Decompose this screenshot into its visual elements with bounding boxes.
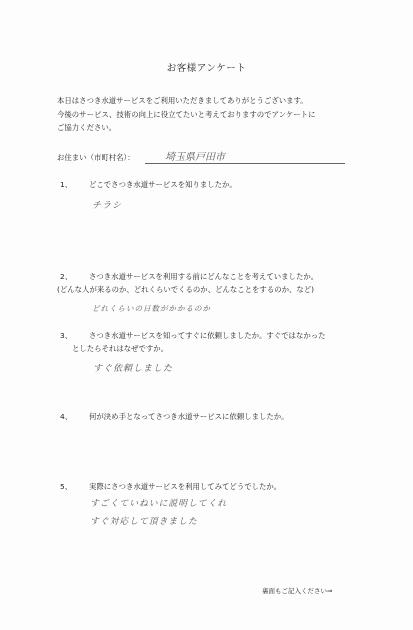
address-row [57,150,357,166]
question-3 [60,330,370,355]
survey-title: お客様アンケート [166,63,247,74]
answer-2-handwritten: どれくらいの日数がかかるのか [92,304,211,313]
question-subtext: (どんな人が来るのか、どれくらいでくるのか、どんなことをするのか、など) [57,284,315,294]
question-continuation: としたらそれはなぜですか。 [72,343,169,353]
intro-line: 本日はさつき水道サービスをご利用いただきましてありがとうございます。 [57,96,308,105]
question-number: 4、 [60,412,73,421]
address-label: お住まい（市町村名）： [57,153,135,162]
answer-5-handwritten-line-2: すぐ対応して頂きました [90,517,198,527]
footer-note: 裏面もご記入ください⇒ [262,587,333,595]
question-number: 5、 [60,482,73,491]
question-number: 3、 [60,331,73,340]
question-2 [57,271,370,296]
answer-3-handwritten: すぐ依頼しました [93,364,174,374]
question-number: 2、 [60,272,73,281]
question-text: どこでさつき水道サービスを知りましたか。 [89,180,237,189]
address-underline [145,163,345,164]
intro-line: 今後のサービス、技術の向上に役立てたいと考えておりますのでアンケートに [57,109,316,119]
intro-line: ご協力ください。 [57,123,117,132]
question-1 [60,179,370,192]
question-5 [60,481,370,494]
question-text: 実際にさつき水道サービスを利用してみてどうでしたか。 [89,482,282,491]
intro-text [57,94,367,135]
question-text: さつき水道サービスを利用する前にどんなことを考えていましたか。 [89,272,319,281]
question-text: さつき水道サービスを知ってすぐに依頼しましたか。すぐではなかった [89,331,326,340]
address-handwritten-value: 埼玉県戸田市 [165,152,225,163]
question-4 [60,411,370,424]
question-text: 何が決め手となってさつき水道サービスに依頼しましたか。 [89,412,289,421]
answer-1-handwritten: チラシ [92,201,123,211]
question-number: 1、 [60,180,73,189]
answer-5-handwritten-line-1: すごくていねいに説明してくれ [90,499,228,509]
